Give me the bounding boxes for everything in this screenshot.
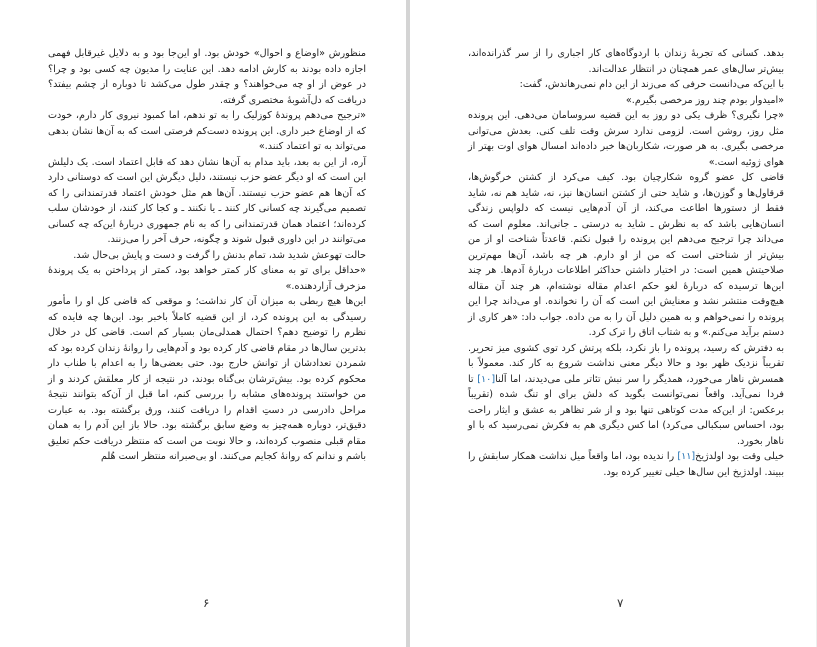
footnote-reference[interactable]: [۱۱] xyxy=(677,451,696,462)
right-paragraph xyxy=(468,77,784,93)
footnote-reference[interactable]: [۱۰] xyxy=(477,373,496,385)
right-page-text xyxy=(468,46,784,480)
paragraph-text: خیلی وقت بود اولدژیخ xyxy=(695,451,784,462)
right-paragraph xyxy=(468,341,784,450)
paragraph-text: «امیدوار بودم چند روز مرخصی بگیرم.» xyxy=(625,94,784,106)
page-number-right: ۷ xyxy=(617,596,624,610)
paragraph-text: را ندیده بود، اما واقعاً میل نداشت همکار سابقش را ببیند. اولدژیخ این سال‌ها خیلی تغییر کرده بود. xyxy=(468,451,784,478)
right-paragraph xyxy=(468,449,784,480)
right-paragraph xyxy=(468,93,784,109)
left-paragraph: آره، از این به بعد، باید مدام به آن‌ها نشان دهد که قابل اعتماد است. یک دلیلش این است که او دیگر عضو حزب نیستند، دلیل دیگرش این است که دوستانی دارد که آن‌ها هم عضو حزب نیستند. آن‌ها هم مثل خودش اعتماد قدرتمندانی را که تصمیم می‌گیرند چه کسانی کار کنند ـ یا نکنند ـ و کجا کار کنند، از خودشان سلب کرده‌اند؛ اعتماد همان قدرتمندانی را که به نام جمهوری دربارهٔ این‌که چه کسانی می‌توانند در این داوری قبول شوند و چگونه، حرف آخر را می‌زنند. xyxy=(48,156,366,245)
paragraph-text: بدهد. کسانی که تجربهٔ زندان با اردوگاه‌های کار اجباری را از سر گذرانده‌اند، بیش‌تر سال‌های عمر همچنان در انتظار عدالت‌اند. xyxy=(468,48,784,75)
left-paragraph: «حداقل برای تو به معنای کار کمتر خواهد بود، کمتر از پرداختن به یک پروندهٔ مزخرف آزاردهنده.» xyxy=(48,265,366,292)
left-paragraph: حالت تهوعش شدید شد، تمام بدنش را گرفت و دست و پایش بی‌حال شد. xyxy=(73,249,366,261)
right-paragraph xyxy=(468,170,784,341)
paragraph-text: تا فردا نمی‌آید. واقعاً نمی‌توانست بگوید که دلش برای او تنگ شده (تقریباً برعکس: از این‌که مدت کوتاهی تنها بود و از شر تظاهر به عشق و ایثار راحت بود، احساس سبکبالی می‌کرد) اما کس دیگری هم به فکرش نمی‌رسید که با او ناهار بخورد. xyxy=(468,373,784,447)
left-paragraph: «ترجیح می‌دهم پروندهٔ کوزلیک را به تو ندهم، اما کمبود نیروی کار دارم، خودت که از اوضاع خبر داری. این پرونده دست‌کم فرصتی است که به آن‌ها نشان بدهی می‌تواند به تو اعتماد کنند.» xyxy=(48,110,366,152)
paragraph-text: با این‌که می‌دانست حرفی که می‌زند از این دام نمی‌رهاندش، گفت: xyxy=(519,79,784,90)
left-page-text xyxy=(48,46,366,465)
right-page xyxy=(410,0,816,647)
page-number-left: ۶ xyxy=(203,596,210,610)
paragraph-text: قاضی کل عضو گروه شکارچیان بود. کیف می‌کرد از کشتن خرگوش‌ها، قرقاول‌ها و گوزن‌ها، و شاید حتی از کشتن انسان‌ها نیز، نه، شاید هم نه، شاید فقط از دستورها اطاعت می‌کند، از آن آدم‌هایی نیست که دلواپس زندگی انسان‌هایی باشد که به نظرش ـ شاید به درستی ـ جانی‌اند. معلوم است که می‌داند چرا ترجیح می‌دهم این پرونده را قبول نکنم. قاعدتاً شناخت او از من بیش‌تر از شناختی است که من از او دارم. هر چه باشد، آن‌ها مهم‌ترین صلاحیتش همین است: در اختیار داشتن حداکثر اطلاعات دربارهٔ آدم‌ها. هر چند این‌ها ترسیده که دربارهٔ لغو حکم اعدام مقاله نوشته‌ام، هر چند آن مقاله هیچ‌وقت منتشر نشد و معنایش این است که آن را نخوانده. او می‌داند چرا این پرونده را نمی‌خواهم و به همین دلیل آن را به من داده. جواب داد: «هر کاری از دستم برآید می‌کنم.» و به شتاب اتاق را ترک کرد. xyxy=(468,172,784,338)
left-page xyxy=(0,0,406,647)
right-paragraph xyxy=(468,46,784,77)
right-paragraph xyxy=(468,108,784,170)
left-paragraph: این‌ها هیچ ربطی به میزان آن کار نداشت؛ و موقعی که قاضی کل او را مأمور رسیدگی به این پرونده کرد، از این قضیه کاملاً باخبر بود. این‌ها چه فایده که نظرم را توضیح دهم؟ احتمال همدلی‌مان بسیار کم است. قاضی کل در خلال بدترین سال‌ها در مقام قاضی کار کرده بود و آدم‌هایی را روانهٔ زندان کرده بود که شمردن تعدادشان از توانش خارج بود. حتی بعضی‌ها را به اعدام با طناب دار محکوم کرده بود. بیش‌ترشان بی‌گناه بودند، در نتیجه از کار معلقش کردند و از من خواستند پرونده‌های مشابه را بررسی کنم، اما قبل از آن‌که بتوانند نتیجهٔ مراحل دادرسی در دستِ اقدام را دریافت کنند، ورق برگشته بود. به عبارت دقیق‌تر، دوباره همه‌چیز به وضع سابق برگشته بود. حالا باز این آدم را به همان مقام قبلی منصوب کرده‌اند، و حالا نوبت من است که منتظر دریافت حکم تعلیق باشم و ندانم که روانهٔ کجایم می‌کنند. او بی‌صبرانه منتظر است هُلم xyxy=(48,296,366,462)
paragraph-text: به دفترش که رسید، پرونده را باز نکرد، بلکه پرتش کرد توی کشوی میز تحریر. تقریباً نزدیک ظهر بود و حالا دیگر معنی نداشت شروع به کار کند. معمولاً با همسرش ناهار می‌خورد، همدیگر را سر نبش تئاتر ملی می‌دیدند، اما آلنا xyxy=(468,342,784,385)
paragraph-text: «چرا نگیری؟ ظرف یکی دو روز به این قضیه سروسامان می‌دهی. این پرونده مثل روز، روشن است. لزومی ندارد سرش وقت تلف کنی. بعدش می‌توانی مرخصی بگیری. به هر صورت، شکاربان‌ها خبر داده‌اند امسال هوای اوت بهتر از هوای ژوئیه است.» xyxy=(468,110,784,168)
left-paragraph: منظورش «اوضاع و احوال» خودش بود. او این‌جا بود و به دلایل غیرقابل فهمی اجازه داده بودند به کارش ادامه دهد. این عنایت را مدیون چه کسی بود و چرا؟ در عوض از او چه می‌خواهند؟ و چقدر طول می‌کشد تا دوباره از چشم بیفتد؟ دریافت که دل‌آشوبهٔ مختصری گرفته. xyxy=(48,48,366,106)
